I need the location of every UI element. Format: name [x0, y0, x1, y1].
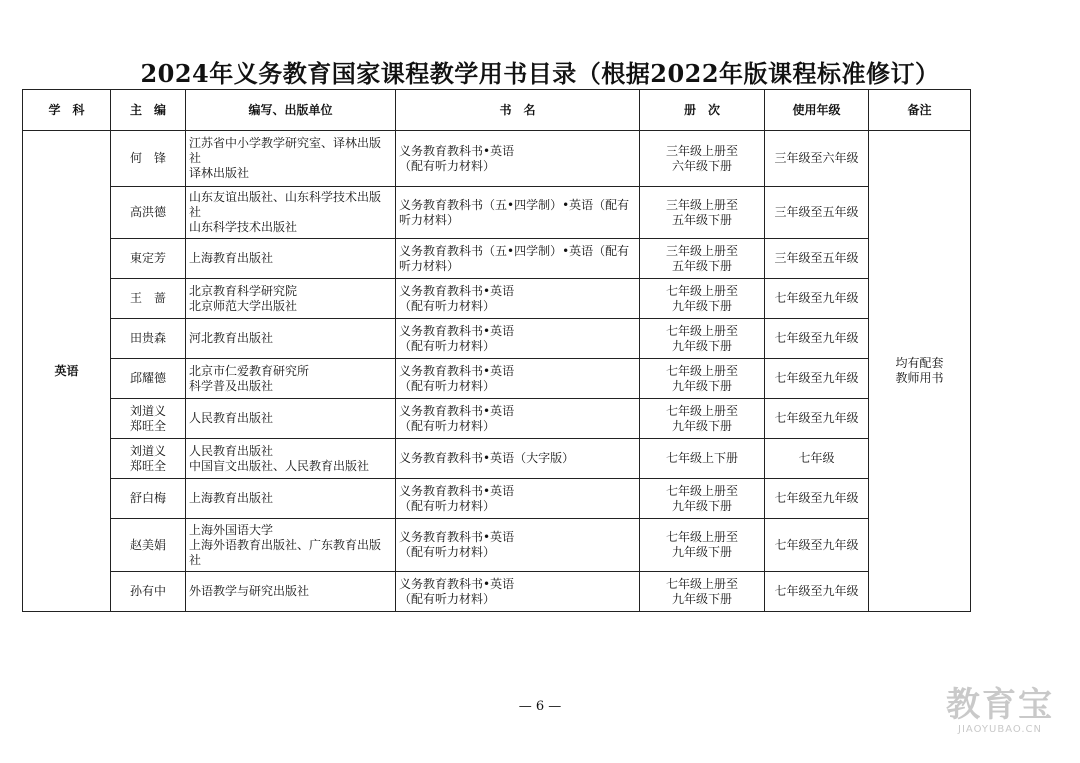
book-title-cell: 义务教育教科书•英语 （配有听力材料） [396, 131, 640, 187]
publisher-cell: 人民教育出版社 [186, 399, 396, 439]
grade-cell: 七年级至九年级 [765, 572, 869, 612]
volume-cell: 七年级上册至 九年级下册 [640, 479, 765, 519]
publisher-cell: 外语教学与研究出版社 [186, 572, 396, 612]
book-title-cell: 义务教育教科书•英语 （配有听力材料） [396, 399, 640, 439]
publisher-cell: 山东友谊出版社、山东科学技术出版社 山东科学技术出版社 [186, 187, 396, 239]
header-book-title: 书 名 [396, 90, 640, 131]
editor-cell: 刘道义 郑旺全 [111, 399, 186, 439]
table-row [23, 187, 971, 239]
publisher-cell: 上海教育出版社 [186, 479, 396, 519]
publisher-cell: 北京市仁爱教育研究所 科学普及出版社 [186, 359, 396, 399]
publisher-cell: 北京教育科学研究院 北京师范大学出版社 [186, 279, 396, 319]
editor-cell: 赵美娟 [111, 519, 186, 572]
table-row [23, 131, 971, 187]
volume-cell: 七年级上册至 九年级下册 [640, 359, 765, 399]
volume-cell: 七年级上册至 九年级下册 [640, 399, 765, 439]
editor-cell: 邱耀德 [111, 359, 186, 399]
grade-cell: 七年级至九年级 [765, 359, 869, 399]
book-title-cell: 义务教育教科书（五•四学制）•英语（配有听力材料） [396, 187, 640, 239]
table-header-row [23, 90, 971, 131]
grade-cell: 七年级至九年级 [765, 479, 869, 519]
textbook-catalog-table [22, 89, 971, 612]
grade-cell: 三年级至五年级 [765, 187, 869, 239]
volume-cell: 三年级上册至 五年级下册 [640, 239, 765, 279]
subject-cell: 英语 [23, 131, 111, 612]
table-body [23, 131, 971, 612]
header-note: 备注 [869, 90, 971, 131]
grade-cell: 三年级至五年级 [765, 239, 869, 279]
grade-cell: 七年级至九年级 [765, 519, 869, 572]
editor-cell: 高洪德 [111, 187, 186, 239]
publisher-cell: 人民教育出版社 中国盲文出版社、人民教育出版社 [186, 439, 396, 479]
document-title: 2024年义务教育国家课程教学用书目录（根据2022年版课程标准修订） [140, 59, 940, 88]
table-row [23, 359, 971, 399]
editor-cell: 何 锋 [111, 131, 186, 187]
editor-cell: 刘道义 郑旺全 [111, 439, 186, 479]
grade-cell: 七年级至九年级 [765, 319, 869, 359]
table-row [23, 279, 971, 319]
editor-cell: 王 蔷 [111, 279, 186, 319]
book-title-cell: 义务教育教科书•英语 （配有听力材料） [396, 572, 640, 612]
volume-cell: 七年级上下册 [640, 439, 765, 479]
table-row [23, 239, 971, 279]
book-title-cell: 义务教育教科书（五•四学制）•英语（配有听力材料） [396, 239, 640, 279]
header-volume: 册 次 [640, 90, 765, 131]
table-row [23, 439, 971, 479]
volume-cell: 七年级上册至 九年级下册 [640, 572, 765, 612]
header-publisher: 编写、出版单位 [186, 90, 396, 131]
publisher-cell: 江苏省中小学教学研究室、译林出版社 译林出版社 [186, 131, 396, 187]
table-row [23, 572, 971, 612]
header-grade: 使用年级 [765, 90, 869, 131]
header-editor: 主 编 [111, 90, 186, 131]
publisher-cell: 河北教育出版社 [186, 319, 396, 359]
editor-cell: 孙有中 [111, 572, 186, 612]
grade-cell: 三年级至六年级 [765, 131, 869, 187]
header-subject: 学 科 [23, 90, 111, 131]
watermark-logo [930, 686, 1070, 735]
grade-cell: 七年级 [765, 439, 869, 479]
table-row [23, 319, 971, 359]
book-title-cell: 义务教育教科书•英语 （配有听力材料） [396, 319, 640, 359]
volume-cell: 三年级上册至 六年级下册 [640, 131, 765, 187]
book-title-cell: 义务教育教科书•英语 （配有听力材料） [396, 519, 640, 572]
table-row [23, 519, 971, 572]
table-row [23, 479, 971, 519]
publisher-cell: 上海外国语大学 上海外语教育出版社、广东教育出版社 [186, 519, 396, 572]
book-title-cell: 义务教育教科书•英语 （配有听力材料） [396, 479, 640, 519]
watermark-sub-text: JIAOYUBAO.CN [958, 724, 1042, 735]
watermark-main-text: 教育宝 [946, 685, 1054, 725]
volume-cell: 七年级上册至 九年级下册 [640, 279, 765, 319]
page-number: — 6 — [518, 699, 562, 714]
note-cell: 均有配套 教师用书 [869, 131, 971, 612]
editor-cell: 舒白梅 [111, 479, 186, 519]
grade-cell: 七年级至九年级 [765, 279, 869, 319]
grade-cell: 七年级至九年级 [765, 399, 869, 439]
volume-cell: 七年级上册至 九年级下册 [640, 319, 765, 359]
book-title-cell: 义务教育教科书•英语 （配有听力材料） [396, 359, 640, 399]
volume-cell: 三年级上册至 五年级下册 [640, 187, 765, 239]
book-title-cell: 义务教育教科书•英语 （配有听力材料） [396, 279, 640, 319]
editor-cell: 田贵森 [111, 319, 186, 359]
volume-cell: 七年级上册至 九年级下册 [640, 519, 765, 572]
editor-cell: 東定芳 [111, 239, 186, 279]
table-row [23, 399, 971, 439]
book-title-cell: 义务教育教科书•英语（大字版） [396, 439, 640, 479]
publisher-cell: 上海教育出版社 [186, 239, 396, 279]
